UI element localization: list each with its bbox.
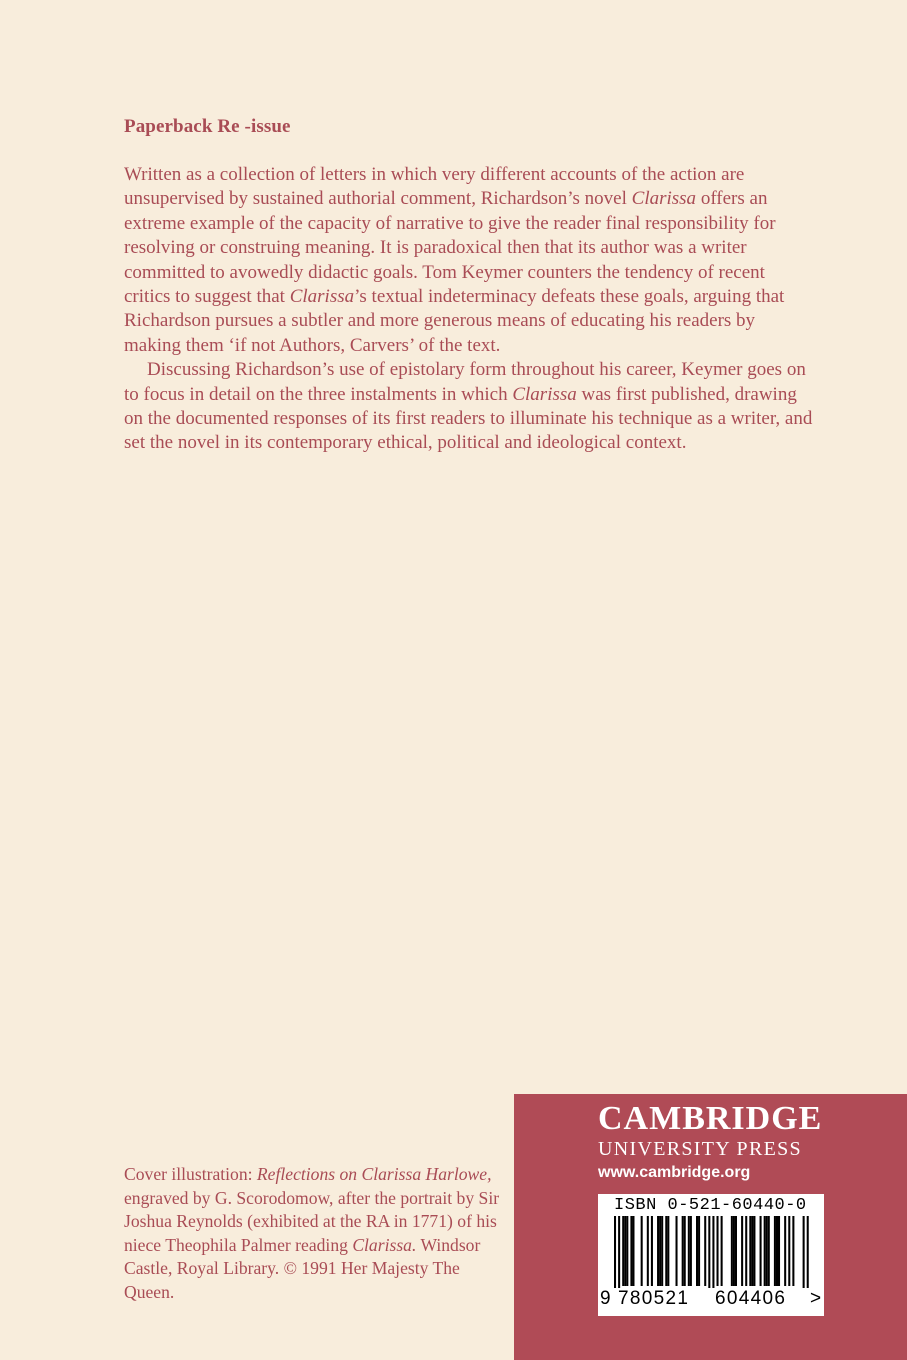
- publisher-subtitle: UNIVERSITY PRESS: [598, 1138, 802, 1160]
- text-run: Clarissa: [631, 188, 697, 210]
- text-run: Windsor Castle, Royal Library. © 1991 Her Majesty The Queen.: [124, 1234, 481, 1302]
- barcode-bar: [751, 1216, 753, 1286]
- barcode-bar: [792, 1216, 794, 1286]
- text-run: engraved by G. Scorodomow, after the portrait by Sir Joshua Reynolds (exhibited at the RA in 1771) of his niece Theophila Palmer reading: [124, 1187, 500, 1255]
- text-run: offers an extreme example of the capacity of narrative to give the reader final responsibility for resolving or construing meaning. It is paradoxical then that its author was a writer committed to avowedly didactic goals. Tom Keymer counters the tendency of recent critics to suggest that: [124, 188, 776, 308]
- barcode-bar: [776, 1216, 778, 1286]
- text-run: Discussing Richardson’s use of epistolary form throughout his career, Keymer goes on to focus in detail on the three instalments in which: [124, 359, 806, 405]
- ean-right-digits: 604406: [715, 1288, 787, 1309]
- blurb-paragraph-2: [124, 358, 814, 456]
- barcode-bar: [764, 1216, 766, 1286]
- barcode-bar: [733, 1216, 735, 1286]
- barcode-bar: [688, 1216, 690, 1286]
- barcode-bar: [745, 1216, 747, 1286]
- blurb: [124, 163, 814, 456]
- barcode-bar: [630, 1216, 632, 1286]
- barcode-bar: [665, 1216, 667, 1286]
- text-run: Clarissa: [512, 383, 577, 405]
- barcode-bar: [778, 1216, 780, 1286]
- blurb-paragraph-1: [124, 163, 814, 358]
- barcode-bar: [657, 1216, 659, 1286]
- barcode-bars: [598, 1216, 824, 1288]
- barcode-bar: [803, 1216, 805, 1288]
- publisher-url: www.cambridge.org: [598, 1164, 751, 1181]
- barcode-bar: [632, 1216, 634, 1286]
- heading: Paperback Re -issue: [124, 116, 291, 137]
- cover-illustration-credit: [124, 1163, 504, 1304]
- barcode-bar: [626, 1216, 628, 1286]
- barcode-bar: [624, 1216, 626, 1286]
- text-run: Written as a collection of letters in which very different accounts of the action are unsupervised by sustained authorial comment, Richardson’s novel: [124, 164, 745, 210]
- barcode-bar: [651, 1216, 653, 1286]
- barcode-bar: [614, 1216, 616, 1288]
- barcode-bar: [807, 1216, 809, 1288]
- text-run: Cover illustration:: [124, 1164, 257, 1184]
- barcode-bar: [661, 1216, 663, 1286]
- barcode-bar: [784, 1216, 786, 1286]
- barcode-bar: [768, 1216, 770, 1286]
- barcode-bar: [696, 1216, 698, 1286]
- barcode-bar: [774, 1216, 776, 1286]
- text-run: Clarissa.: [352, 1234, 417, 1255]
- barcode-bar: [760, 1216, 762, 1286]
- barcode-bar: [682, 1216, 684, 1286]
- publisher-name: CAMBRIDGE: [598, 1100, 823, 1137]
- barcode-bar: [741, 1216, 743, 1286]
- barcode-bar: [667, 1216, 669, 1286]
- ean-marker: >: [810, 1288, 822, 1309]
- text-run: ’s textual indeterminacy defeats these goals, arguing that Richardson pursues a subtler and more generous means of educating his readers by making them ‘if not Authors, Carvers’ of the text.: [124, 286, 785, 356]
- publisher-panel: [514, 1094, 907, 1360]
- barcode-bar: [749, 1216, 751, 1286]
- barcode-bar: [622, 1216, 624, 1286]
- barcode-bar: [641, 1216, 643, 1286]
- barcode-bar: [618, 1216, 620, 1288]
- isbn-barcode-box: [598, 1194, 824, 1316]
- barcode-bar: [717, 1216, 719, 1286]
- barcode-bar: [735, 1216, 737, 1286]
- barcode-bar: [766, 1216, 768, 1286]
- barcode-bar: [712, 1216, 714, 1288]
- isbn-label: ISBN 0-521-60440-0: [614, 1196, 807, 1215]
- barcode-bar: [647, 1216, 649, 1286]
- barcode-bar: [788, 1216, 790, 1286]
- ean-digits: [598, 1286, 824, 1316]
- barcode-bar: [731, 1216, 733, 1286]
- ean-first-digit: 9: [600, 1288, 611, 1309]
- barcode-bar: [690, 1216, 692, 1286]
- barcode-bar: [708, 1216, 710, 1288]
- barcode-bar: [684, 1216, 686, 1286]
- text-run: was first published, drawing on the documented responses of its first readers to illuminate his technique as a writer, and set the novel in its contemporary ethical, political and ideological context.: [124, 383, 813, 454]
- barcode-bar: [676, 1216, 678, 1286]
- barcode-bar: [698, 1216, 700, 1286]
- text-run: Clarissa: [289, 286, 355, 308]
- ean-left-digits: 780521: [618, 1288, 690, 1309]
- text-run: Reflections on Clarissa Harlowe,: [256, 1164, 492, 1184]
- barcode-bar: [704, 1216, 706, 1286]
- barcode-bar: [659, 1216, 661, 1286]
- barcode-bar: [721, 1216, 723, 1286]
- barcode-bar: [753, 1216, 755, 1286]
